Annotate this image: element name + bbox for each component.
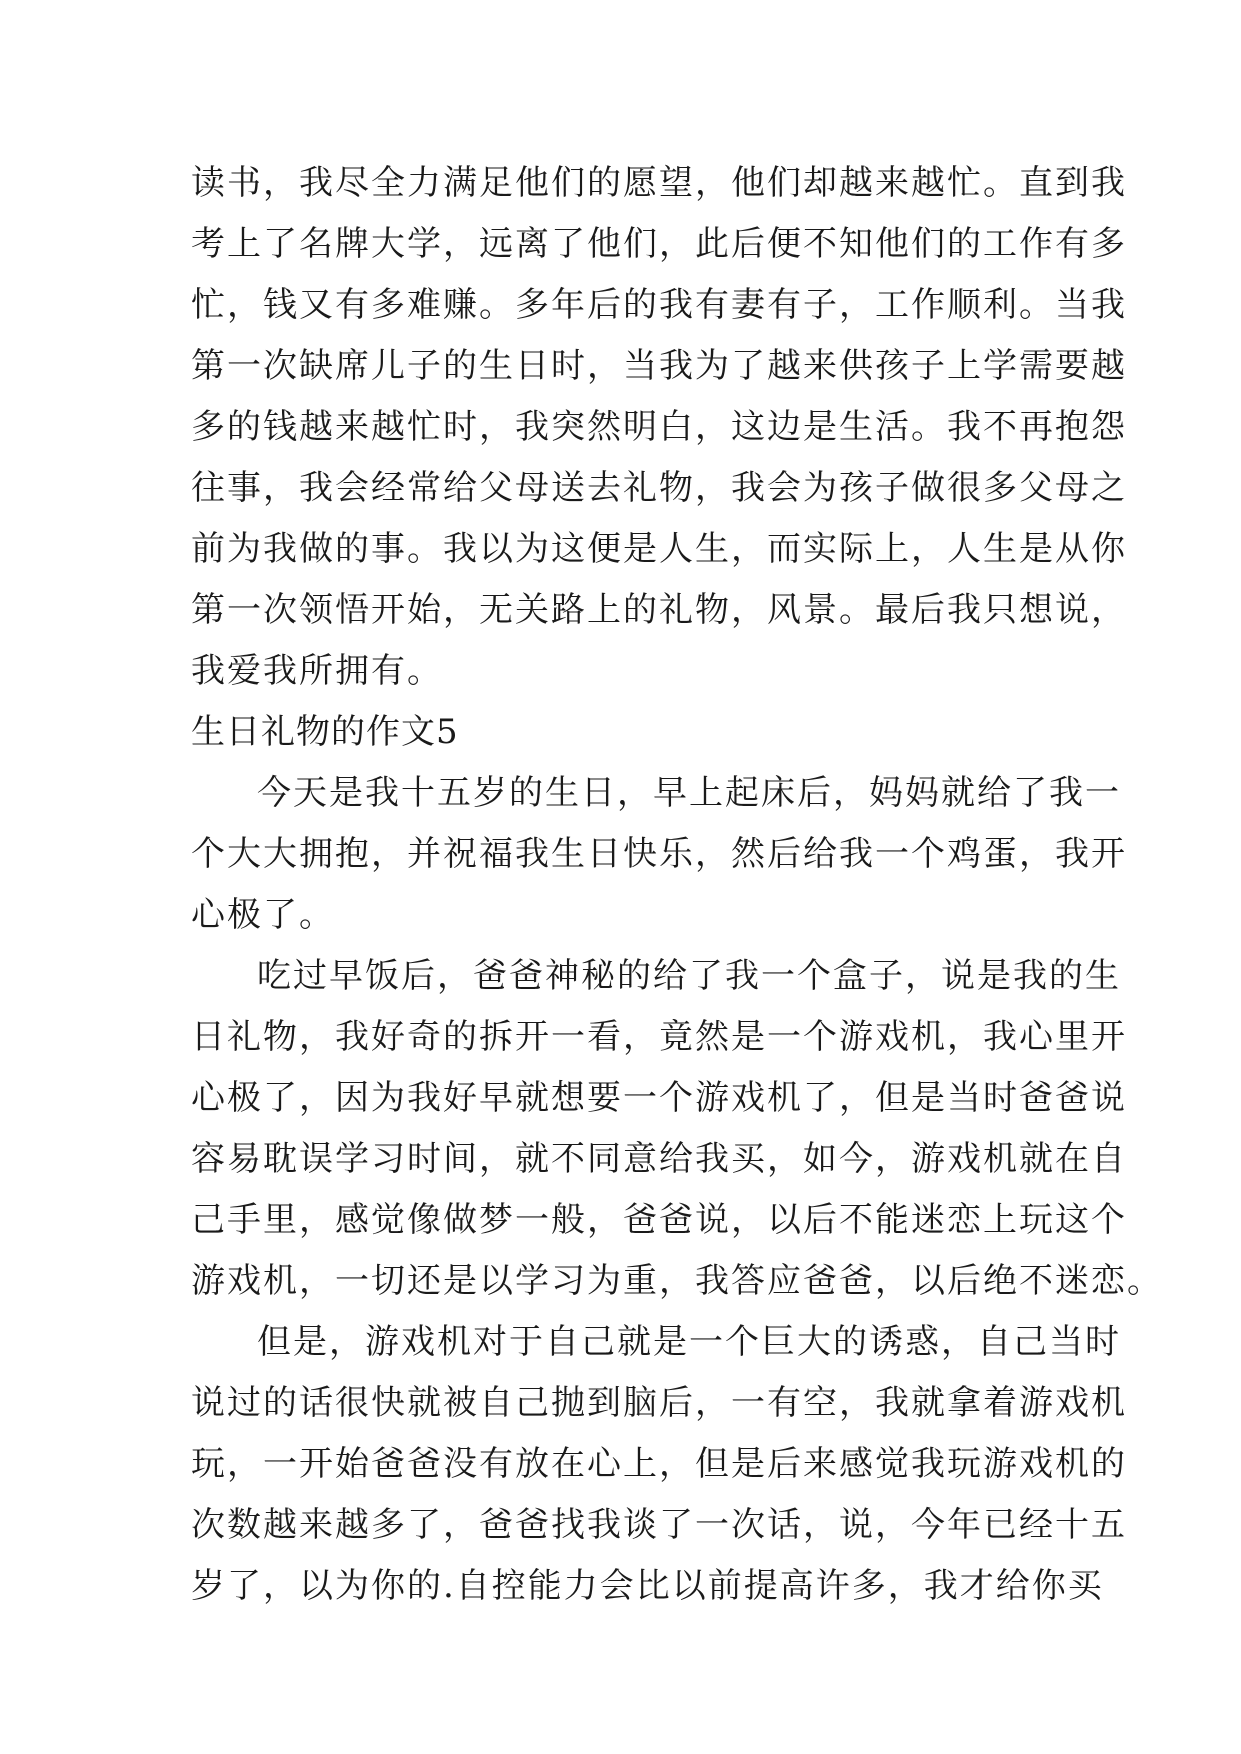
text-line: 岁了，以为你的.自控能力会比以前提高许多，我才给你买 [191,1566,1104,1606]
text-line: 心极了，因为我好早就想要一个游戏机了，但是当时爸爸说 [191,1078,1127,1118]
text-line: 考上了名牌大学，远离了他们，此后便不知他们的工作有多 [191,224,1127,264]
text-line: 我爱我所拥有。 [191,651,443,691]
text-line: 心极了。 [191,895,335,935]
text-line: 读书，我尽全力满足他们的愿望，他们却越来越忙。直到我 [191,163,1127,203]
text-line: 个大大拥抱，并祝福我生日快乐，然后给我一个鸡蛋，我开 [191,834,1127,874]
document-body [191,153,1163,1617]
text-line: 容易耽误学习时间，就不同意给我买，如今，游戏机就在自 [191,1139,1127,1179]
text-line: 玩，一开始爸爸没有放在心上，但是后来感觉我玩游戏机的 [191,1444,1127,1484]
text-line: 己手里，感觉像做梦一般，爸爸说，以后不能迷恋上玩这个 [191,1200,1127,1240]
text-line: 日礼物，我好奇的拆开一看，竟然是一个游戏机，我心里开 [191,1017,1127,1057]
paragraph-first-line: 今天是我十五岁的生日，早上起床后，妈妈就给了我一 [257,773,1121,813]
text-line: 往事，我会经常给父母送去礼物，我会为孩子做很多父母之 [191,468,1127,508]
text-line: 说过的话很快就被自己抛到脑后，一有空，我就拿着游戏机 [191,1383,1127,1423]
text-line: 忙，钱又有多难赚。多年后的我有妻有子，工作顺利。当我 [191,285,1127,325]
text-line: 次数越来越多了，爸爸找我谈了一次话，说，今年已经十五 [191,1505,1127,1545]
section-heading: 生日礼物的作文5 [191,712,459,752]
text-line: 多的钱越来越忙时，我突然明白，这边是生活。我不再抱怨 [191,407,1127,447]
text-line: 游戏机，一切还是以学习为重，我答应爸爸，以后绝不迷恋。 [191,1261,1163,1301]
text-line: 第一次领悟开始，无关路上的礼物，风景。最后我只想说， [191,590,1127,630]
text-line: 第一次缺席儿子的生日时，当我为了越来供孩子上学需要越 [191,346,1127,386]
text-line: 前为我做的事。我以为这便是人生，而实际上，人生是从你 [191,529,1127,569]
paragraph-first-line: 吃过早饭后，爸爸神秘的给了我一个盒子，说是我的生 [257,956,1121,996]
paragraph-first-line: 但是，游戏机对于自己就是一个巨大的诱惑，自己当时 [257,1322,1121,1362]
